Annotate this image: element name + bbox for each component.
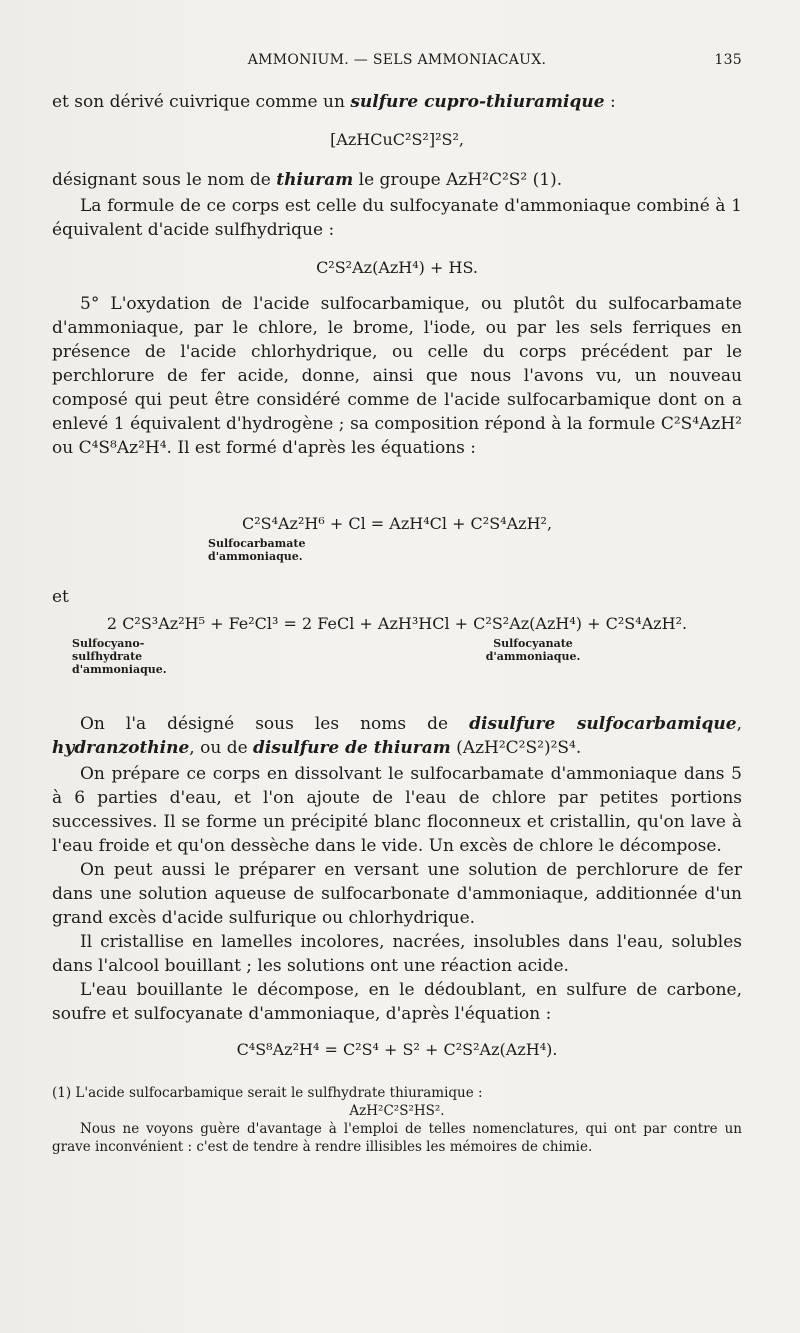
term-disulfure-sulfocarbamique: disulfure sulfocarbamique	[469, 714, 737, 734]
term-sulfure-cupro-thiuramique: sulfure cupro-thiuramique	[350, 92, 605, 112]
formula-cupro-thiuramique: [AzHCuC²S²]²S²,	[330, 130, 464, 149]
label-sulfocyano-sulfhydrate: Sulfocyano-sulfhydrate d'ammoniaque.	[72, 637, 167, 676]
paragraph-intro: et son dérivé cuivrique comme un sulfure cupro-thiuramique :	[52, 92, 616, 112]
paragraph-thiuram-definition: désignant sous le nom de thiuram le groupe AzH²C²S² (1).	[52, 170, 563, 190]
equation-iron-oxidation: 2 C²S³Az²H⁵ + Fe²Cl³ = 2 FeCl + AzH³HCl + C²S²Az(AzH⁴) + C²S⁴AzH².	[106, 614, 688, 633]
paragraph-decomposition: L'eau bouillante le décompose, en le dédoublant, en sulfure de carbone, soufre et sulfocyanate d'ammoniaque, d'après l'équation :	[52, 980, 742, 1024]
conjunction-et: et	[52, 587, 69, 607]
formula-sulfocyanate-combination: C²S²Az(AzH⁴) + HS.	[316, 258, 478, 277]
formula-decomposition: C⁴S⁸Az²H⁴ = C²S⁴ + S² + C²S²Az(AzH⁴).	[236, 1040, 558, 1059]
label-sulfocyanate: Sulfocyanate d'ammoniaque.	[485, 637, 581, 663]
label-sulfocarbamate: Sulfocarbamate d'ammoniaque.	[208, 537, 306, 563]
footnote-formula: AzH²C²S²HS².	[349, 1103, 445, 1119]
page-header	[52, 52, 742, 76]
term-thiuram: thiuram	[276, 170, 354, 190]
footnote-line-2: Nous ne voyons guère d'avantage à l'emploi de telles nomenclatures, qui ont par contre un grave inconvénient : c'est de tendre à rendre illisibles les mémoires de chimie.	[52, 1121, 742, 1155]
paragraph-preparation: On prépare ce corps en dissolvant le sulfocarbamate d'ammoniaque dans 5 à 6 parties d'eau, et l'on ajoute de l'eau de chlore par petites portions successives. Il se forme un précipité blanc floconneux et cristallin, qu'on lave à l'eau froide et qu'on dessèche dans le vide. Un excès de chlore le décompose.	[52, 764, 742, 856]
paragraph-formula-description: La formule de ce corps est celle du sulfocyanate d'ammoniaque combiné à 1 équivalent d'acide sulfhydrique :	[52, 196, 742, 240]
page-number: 135	[714, 52, 742, 68]
paragraph-crystallization: Il cristallise en lamelles incolores, nacrées, insolubles dans l'eau, solubles dans l'alcool bouillant ; les solutions ont une réaction acide.	[52, 932, 742, 976]
paragraph-names: On l'a désigné sous les noms de disulfure sulfocarbamique, hydranzothine, ou de disulfure de thiuram (AzH²C²S²)²S⁴.	[52, 714, 743, 758]
footnote	[52, 1084, 742, 1156]
footnote-line-1: (1) L'acide sulfocarbamique serait le sulfhydrate thiuramique :	[52, 1085, 483, 1101]
term-hydranzothine: hydranzothine	[52, 738, 190, 758]
equation-chlorine-oxidation: C²S⁴Az²H⁶ + Cl = AzH⁴Cl + C²S⁴AzH²,	[241, 514, 553, 533]
term-disulfure-de-thiuram: disulfure de thiuram	[253, 738, 451, 758]
running-title: AMMONIUM. — SELS AMMONIACAUX.	[247, 52, 547, 68]
paragraph-alternative-preparation: On peut aussi le préparer en versant une solution de perchlorure de fer dans une solution aqueuse de sulfocarbonate d'ammoniaque, additionnée d'un grand excès d'acide sulfurique ou chlorhydrique.	[52, 860, 742, 928]
paragraph-oxidation: 5° L'oxydation de l'acide sulfocarbamique, ou plutôt du sulfocarbamate d'ammoniaque, par le chlore, le brome, l'iode, ou par les sels ferriques en présence de l'acide chlorhydrique, ou celle du corps précédent par le perchlorure de fer acide, donne, ainsi que nous l'avons vu, un nouveau composé qui peut être considéré comme de l'acide sulfocarbamique dont on a enlevé 1 équivalent d'hydrogène ; sa composition répond à la formule C²S⁴AzH² ou C⁴S⁸Az²H⁴. Il est formé d'après les équations :	[52, 294, 742, 458]
